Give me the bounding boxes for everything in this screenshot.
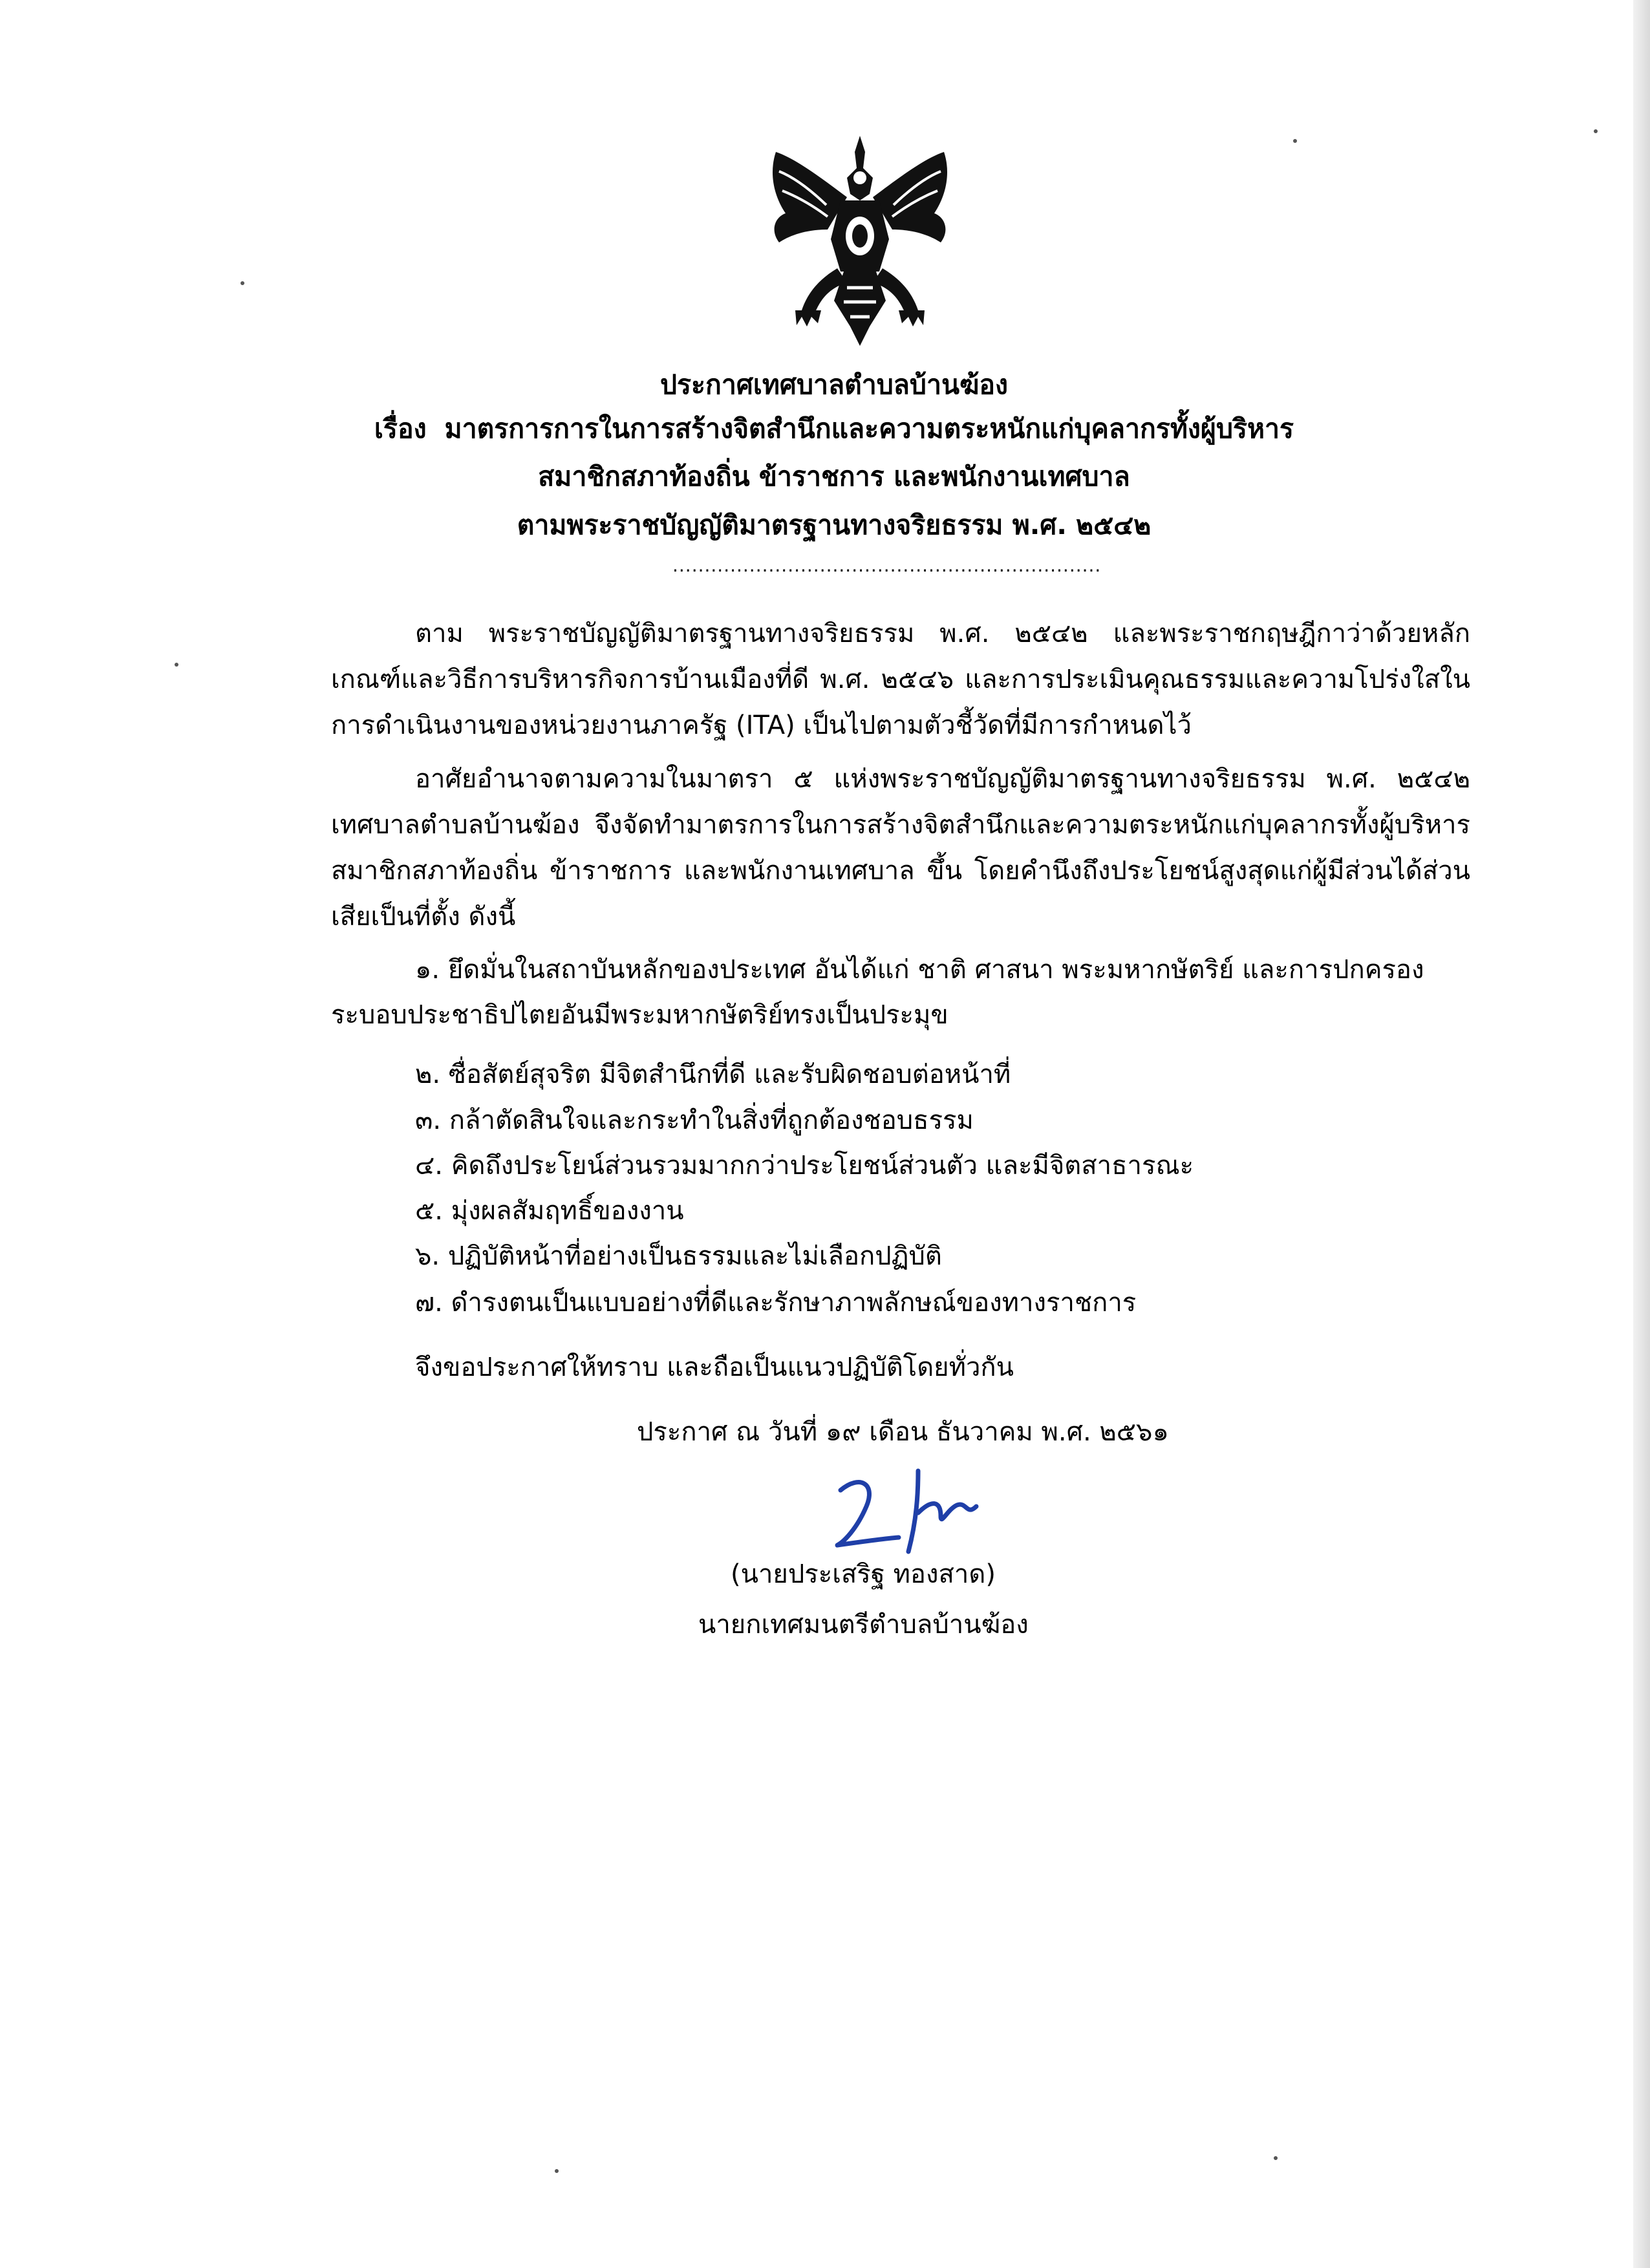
signatory-position: นายกเทศมนตรีตำบลบ้านฆ้อง <box>698 1610 1029 1640</box>
handwritten-signature-icon <box>821 1461 989 1561</box>
list-item-1-continued: ระบอบประชาธิปไตยอันมีพระมหากษัตริย์ทรงเป็นประมุข <box>331 1000 948 1030</box>
scan-speck <box>1274 2156 1278 2160</box>
closing-statement: จึงขอประกาศให้ทราบ และถือเป็นแนวปฏิบัติโดยทั่วกัน <box>415 1353 1014 1382</box>
subject-label: เรื่อง <box>374 413 427 444</box>
list-item-1 <box>331 947 1470 1038</box>
signatory-name: (นายประเสริฐ ทองสาด) <box>731 1559 996 1589</box>
heading-separator: ................................................................... <box>672 555 1102 576</box>
paragraph-1: ตาม พระราชบัญญัติมาตรฐานทางจริยธรรม พ.ศ. ๒๕๔๒ และพระราชกฤษฎีกาว่าด้วยหลักเกณฑ์และวิธีการบริหารกิจการบ้านเมืองที่ดี พ.ศ. ๒๕๔๖ และการประเมินคุณธรรมและความโปร่งใสในการดำเนินงานของหน่วยงานภาครัฐ (ITA) เป็นไปตามตัวชี้วัดที่มีการกำหนดไว้ <box>331 619 1470 740</box>
subject-line-2: สมาชิกสภาท้องถิ่น ข้าราชการ และพนักงานเทศบาล <box>538 461 1130 492</box>
scan-speck <box>1594 129 1598 133</box>
subject-text-1: มาตรการการในการสร้างจิตสำนึกและความตระหนักแก่บุคลากรทั้งผู้บริหาร <box>444 413 1294 444</box>
list-item-4: ๔. คิดถึงประโยน์ส่วนรวมมากกว่าประโยชน์ส่วนตัว และมีจิตสาธารณะ <box>415 1151 1194 1181</box>
scan-speck <box>1293 139 1297 143</box>
list-item-7: ๗. ดำรงตนเป็นแบบอย่างที่ดีและรักษาภาพลักษณ์ของทางราชการ <box>415 1288 1137 1318</box>
scan-speck <box>555 2169 559 2173</box>
page-edge-shadow <box>1633 0 1650 2268</box>
list-item-3: ๓. กล้าตัดสินใจและกระทำในสิ่งที่ถูกต้องชอบธรรม <box>415 1106 974 1135</box>
list-item-1-first: ๑. ยึดมั่นในสถาบันหลักของประเทศ อันได้แก่ ชาติ ศาสนา พระมหากษัตริย์ และการปกครอง <box>415 955 1424 985</box>
list-item-2: ๒. ซื่อสัตย์สุจริต มีจิตสำนึกที่ดี และรับผิดชอบต่อหน้าที่ <box>415 1060 1011 1089</box>
scan-speck <box>175 663 178 667</box>
subject-line-1 <box>194 409 1474 448</box>
announcement-date: ประกาศ ณ วันที่ ๑๙ เดือน ธันวาคม พ.ศ. ๒๕๖๑ <box>637 1417 1169 1447</box>
list-item-6: ๖. ปฏิบัติหน้าที่อย่างเป็นธรรมและไม่เลือกปฏิบัติ <box>415 1241 942 1271</box>
subject-line-3: ตามพระราชบัญญัติมาตรฐานทางจริยธรรม พ.ศ. ๒๕๔๒ <box>517 509 1152 540</box>
announcement-title: ประกาศเทศบาลตำบลบ้านฆ้อง <box>659 369 1009 400</box>
garuda-emblem-icon <box>750 133 970 359</box>
list-item-5: ๕. มุ่งผลสัมฤทธิ์ของงาน <box>415 1196 684 1226</box>
scan-speck <box>241 281 244 285</box>
paragraph-2: อาศัยอำนาจตามความในมาตรา ๕ แห่งพระราชบัญญัติมาตรฐานทางจริยธรรม พ.ศ. ๒๕๔๒ เทศบาลตำบลบ้านฆ้อง จึงจัดทำมาตรการในการสร้างจิตสำนึกและความตระหนักแก่บุคลากรทั้งผู้บริหาร สมาชิกสภาท้องถิ่น ข้าราชการ และพนักงานเทศบาล ขึ้น โดยคำนึงถึงประโยชน์สูงสุดแก่ผู้มีส่วนได้ส่วนเสียเป็นที่ตั้ง ดังนี้ <box>331 764 1470 932</box>
